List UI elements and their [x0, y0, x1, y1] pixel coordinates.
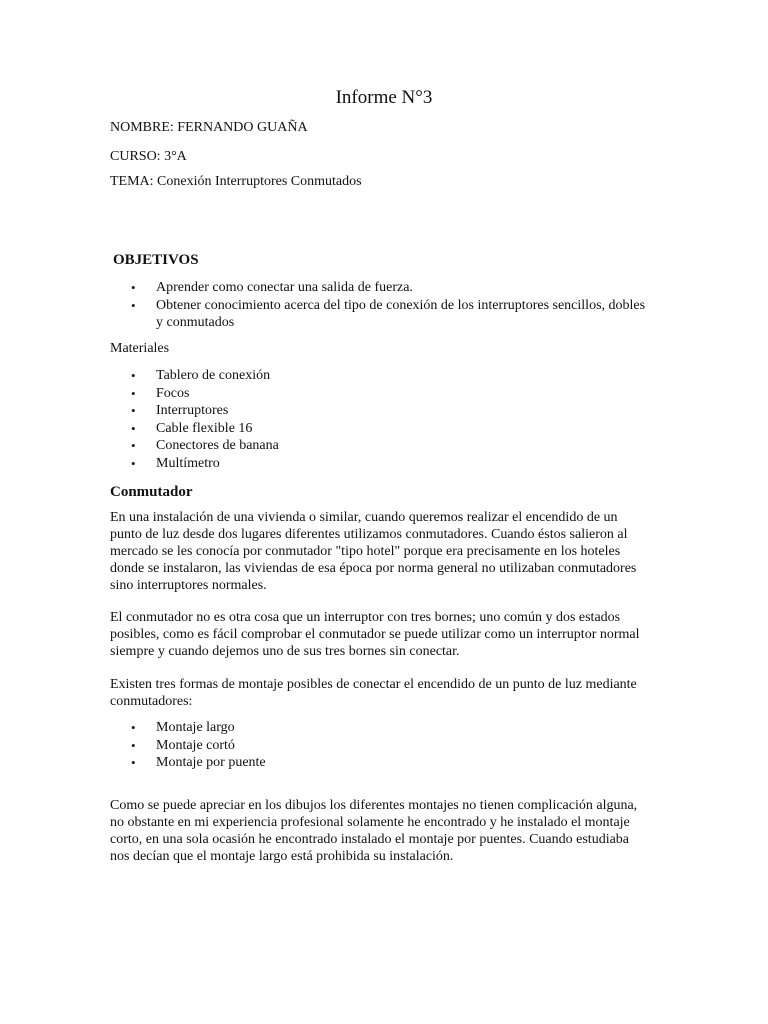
bullet-icon: • [131, 368, 136, 383]
objectives-list [110, 279, 645, 332]
paragraph-3 [110, 676, 670, 710]
bullet-icon: • [131, 455, 136, 471]
bullet-icon: • [131, 755, 136, 770]
list-item [110, 402, 279, 420]
paragraph-line: donde se instalaron, las viviendas de esa época por norma general no utilizaban conmutadores [110, 561, 637, 576]
montajes-list [110, 719, 266, 772]
paragraph-line: no obstante en mi experiencia profesional solamente he encontrado y he instalado el montaje [110, 815, 630, 830]
list-item [110, 437, 279, 455]
bullet-icon: • [131, 737, 136, 753]
paragraph-line: conmutadores: [110, 694, 193, 709]
list-item [110, 367, 279, 385]
bullet-icon: • [131, 385, 136, 401]
material-label: Focos [156, 385, 190, 401]
paragraph-2 [110, 609, 670, 660]
material-label: Tablero de conexión [156, 368, 271, 383]
paragraph-4 [110, 797, 670, 865]
student-name: NOMBRE: FERNANDO GUAÑA [110, 120, 308, 135]
montaje-label: Montaje por puente [156, 755, 266, 770]
paragraph-line: Como se puede apreciar en los dibujos los diferentes montajes no tienen complicación alguna, [110, 798, 638, 813]
paragraph-line: sino interruptores normales. [110, 578, 267, 593]
bullet-icon: • [131, 720, 136, 735]
bullet-icon: • [131, 420, 136, 436]
topic: TEMA: Conexión Interruptores Conmutados [110, 174, 362, 189]
objective-line: Obtener conocimiento acerca del tipo de conexión de los interruptores sencillos, dobles [156, 297, 646, 313]
materials-list [110, 367, 279, 472]
course: CURSO: 3°A [110, 149, 187, 164]
bullet-icon: • [131, 403, 136, 418]
objectives-heading: OBJETIVOS [113, 252, 199, 268]
material-label: Cable flexible 16 [156, 420, 253, 436]
paragraph-1 [110, 509, 670, 594]
paragraph-line: corto, en una sola ocasión he encontrado instalado el montaje por puentes. Cuando estudiaba [110, 832, 630, 847]
list-item [110, 385, 279, 403]
montaje-label: Montaje cortó [156, 737, 235, 753]
material-label: Interruptores [156, 403, 229, 418]
paragraph-line: nos decían que el montaje largo está prohibida su instalación. [110, 849, 454, 864]
section-heading-conmutador: Conmutador [110, 484, 193, 500]
list-item [110, 719, 266, 737]
list-item [110, 737, 266, 755]
paragraph-line: posibles, como es fácil comprobar el conmutador se puede utilizar como un interruptor normal [110, 627, 640, 642]
list-item [110, 279, 645, 297]
bullet-icon: • [131, 297, 136, 313]
material-label: Multímetro [156, 455, 220, 471]
paragraph-line: Existen tres formas de montaje posibles de conectar el encendido de un punto de luz mediante [110, 677, 637, 692]
list-item [110, 754, 266, 772]
paragraph-line: En una instalación de una vivienda o similar, cuando queremos realizar el encendido de un [110, 510, 618, 525]
paragraph-line: El conmutador no es otra cosa que un interruptor con tres bornes; uno común y dos estados [110, 610, 621, 625]
paragraph-line: punto de luz desde dos lugares diferentes utilizamos conmutadores. Cuando éstos salieron al [110, 527, 628, 542]
list-item [110, 420, 279, 438]
paragraph-line: siempre y cuando dejemos uno de sus tres bornes sin conectar. [110, 644, 460, 659]
list-item [110, 297, 645, 332]
objective-line: y conmutados [156, 315, 235, 330]
material-label: Conectores de banana [156, 438, 279, 453]
paragraph-line: mercado se les conocía por conmutador "tipo hotel" porque era precisamente en los hoteles [110, 544, 621, 559]
bullet-icon: • [131, 438, 136, 453]
objective-line: Aprender como conectar una salida de fuerza. [156, 280, 413, 295]
montaje-label: Montaje largo [156, 720, 235, 735]
materials-heading: Materiales [110, 341, 170, 356]
bullet-icon: • [131, 280, 136, 295]
page-title: Informe N°3 [335, 87, 433, 108]
list-item [110, 455, 279, 473]
